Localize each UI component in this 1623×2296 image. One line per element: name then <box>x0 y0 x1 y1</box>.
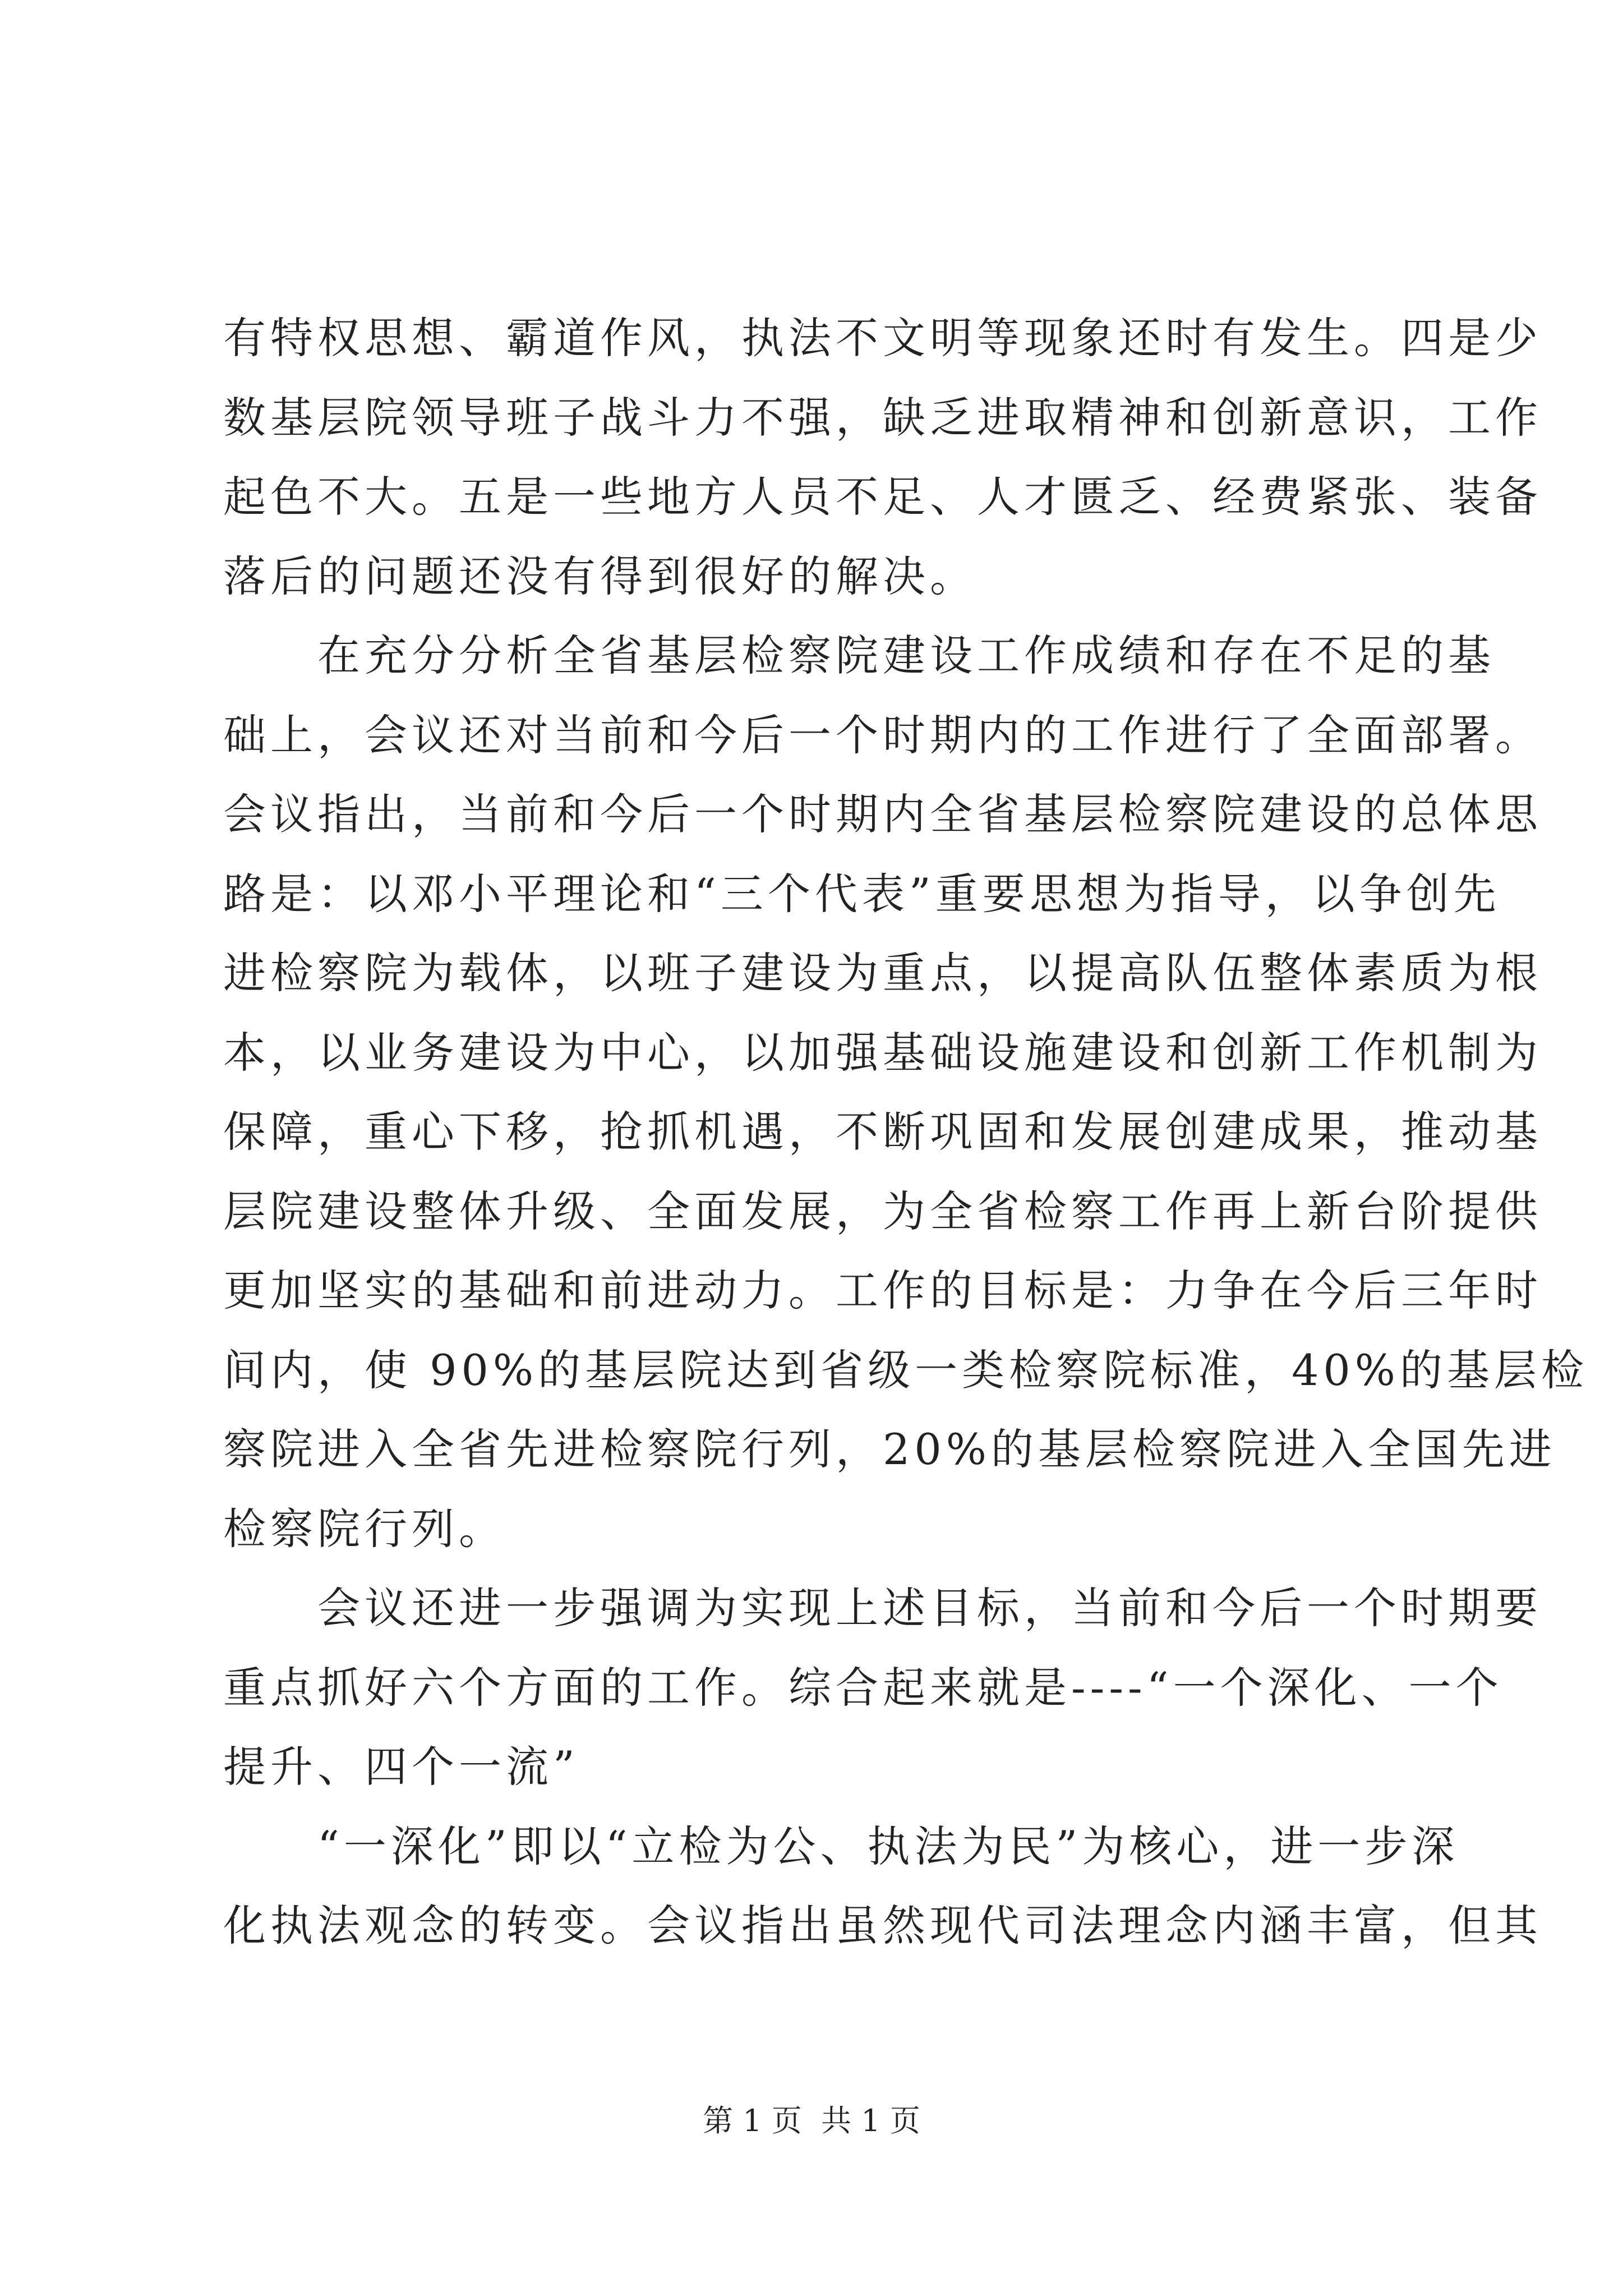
text-line: 重点抓好六个方面的工作。综合起来就是----“一个深化、一个 <box>223 1662 1503 1713</box>
text-line: 提升、四个一流” <box>223 1742 579 1792</box>
text-line: 察院进入全省先进检察院行列，20%的基层检察院进入全国先进 <box>223 1424 1556 1474</box>
text-line: 在充分分析全省基层检察院建设工作成绩和存在不足的基 <box>223 631 1495 680</box>
text-line: 更加坚实的基础和前进动力。工作的目标是：力争在今后三年时 <box>223 1266 1542 1315</box>
text-line: 层院建设整体升级、全面发展，为全省检察工作再上新台阶提供 <box>223 1186 1542 1236</box>
text-line: 化执法观念的转变。会议指出虽然现代司法理念内涵丰富，但其 <box>223 1901 1542 1950</box>
text-line: 有特权思想、霸道作风，执法不文明等现象还时有发生。四是少 <box>223 313 1542 363</box>
page-number-footer: 第 1 页 共 1 页 <box>703 2103 920 2138</box>
text-line: 数基层院领导班子战斗力不强，缺乏进取精神和创新意识，工作 <box>223 392 1542 443</box>
text-line: 起色不大。五是一些地方人员不足、人才匮乏、经费紧张、装备 <box>223 472 1542 522</box>
text-line: 础上，会议还对当前和今后一个时期内的工作进行了全面部署。 <box>223 710 1542 760</box>
text-line: 会议还进一步强调为实现上述目标，当前和今后一个时期要 <box>223 1583 1542 1633</box>
text-line: “一深化”即以“立检为公、执法为民”为核心，进一步深 <box>223 1821 1459 1871</box>
document-body <box>223 298 1589 1966</box>
text-line: 间内，使 90%的基层院达到省级一类检察院标准，40%的基层检 <box>223 1345 1589 1395</box>
text-line: 检察院行列。 <box>223 1503 506 1554</box>
text-line: 路是：以邓小平理论和“三个代表”重要思想为指导，以争创先 <box>223 868 1501 919</box>
text-line: 会议指出，当前和今后一个时期内全省基层检察院建设的总体思 <box>223 789 1542 839</box>
text-line: 保障，重心下移，抢抓机遇，不断巩固和发展创建成果，推动基 <box>223 1107 1542 1157</box>
text-line: 落后的问题还没有得到很好的解决。 <box>223 551 977 601</box>
text-line: 本，以业务建设为中心，以加强基础设施建设和创新工作机制为 <box>223 1027 1542 1078</box>
text-line: 进检察院为载体，以班子建设为重点，以提高队伍整体素质为根 <box>223 948 1542 998</box>
